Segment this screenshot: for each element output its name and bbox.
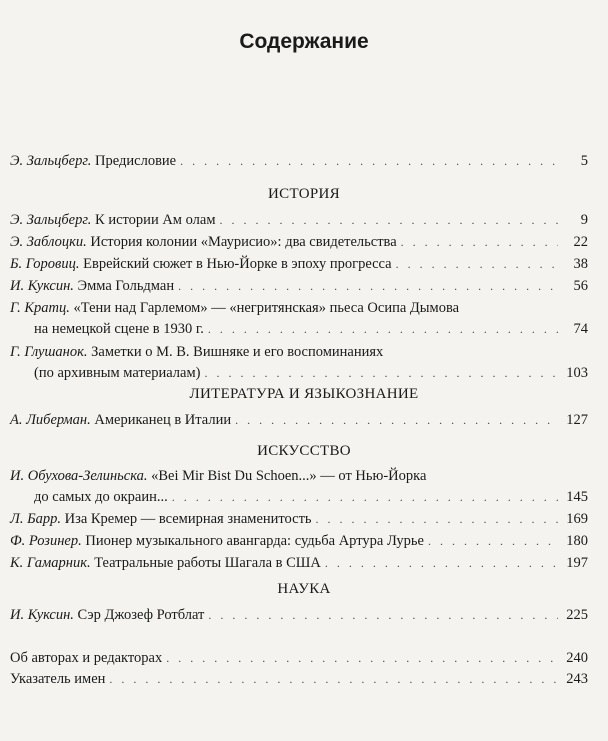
toc-entry[interactable]	[10, 531, 588, 552]
entry-author: Л. Барр.	[10, 511, 61, 527]
leader-dots	[235, 410, 558, 431]
leader-dots	[208, 605, 558, 626]
leader-dots	[428, 531, 558, 552]
entry-page: 38	[573, 256, 588, 272]
leader-dots	[208, 319, 558, 340]
toc-entry[interactable]	[10, 342, 588, 384]
entry-title: Об авторах и редакторах	[10, 650, 163, 666]
entry-author: Э. Зальцберг.	[10, 212, 92, 228]
entry-author: Э. Зальцберг.	[10, 153, 92, 169]
entry-page: 74	[573, 321, 588, 337]
toc-entry[interactable]	[10, 210, 588, 231]
entry-author: Г. Глушанок.	[10, 344, 88, 360]
section-heading-history: ИСТОРИЯ	[268, 186, 340, 202]
toc-entry[interactable]	[10, 298, 588, 340]
entry-page: 225	[566, 607, 588, 623]
entry-author: И. Куксин.	[10, 607, 74, 623]
entry-page: 127	[566, 412, 588, 428]
entry-title: Иза Кремер — всемирная знаменитость	[61, 511, 312, 527]
leader-dots	[396, 254, 558, 275]
entry-title-continued: (по архивным материалам)	[34, 365, 201, 381]
entry-page: 145	[566, 489, 588, 505]
leader-dots	[220, 210, 558, 231]
entry-title: Предисловие	[91, 153, 177, 169]
entry-author: Б. Горовиц.	[10, 256, 80, 272]
section-heading-art: ИСКУССТВО	[257, 443, 351, 459]
entry-title: Американец в Италии	[90, 412, 232, 428]
entry-page: 180	[566, 533, 588, 549]
toc-entry[interactable]	[10, 509, 588, 530]
entry-page: 22	[573, 234, 588, 250]
entry-title: Еврейский сюжет в Нью-Йорке в эпоху прогресса	[79, 256, 392, 272]
leader-dots	[178, 276, 558, 297]
toc-entry[interactable]	[10, 276, 588, 297]
leader-dots	[172, 487, 558, 508]
toc-entry[interactable]	[10, 648, 588, 669]
section-heading-science: НАУКА	[277, 581, 331, 597]
leader-dots	[166, 648, 558, 669]
entry-author: Э. Заблоцки.	[10, 234, 87, 250]
leader-dots	[401, 232, 558, 253]
toc-entry[interactable]	[10, 410, 588, 431]
leader-dots	[316, 509, 558, 530]
entry-page: 103	[566, 365, 588, 381]
entry-page: 9	[580, 212, 588, 228]
entry-author: Г. Кратц.	[10, 300, 70, 316]
entry-title: Эмма Гольдман	[73, 278, 175, 294]
entry-page: 169	[566, 511, 588, 527]
entry-author: Ф. Розинер.	[10, 533, 82, 549]
entry-page: 240	[566, 650, 588, 666]
entry-title-continued: до самых до окраин...	[34, 489, 168, 505]
toc-entry[interactable]	[10, 466, 588, 508]
entry-author: И. Куксин.	[10, 278, 74, 294]
toc-entry[interactable]	[10, 605, 588, 626]
toc-entry[interactable]	[10, 669, 588, 690]
entry-page: 197	[566, 555, 588, 571]
entry-author: А. Либерман.	[10, 412, 91, 428]
leader-dots	[325, 553, 558, 574]
entry-page: 56	[573, 278, 588, 294]
entry-title: Театральные работы Шагала в США	[90, 555, 321, 571]
entry-author: К. Гамарник.	[10, 555, 91, 571]
entry-page: 243	[566, 671, 588, 687]
leader-dots	[204, 363, 558, 384]
toc-entry[interactable]	[10, 151, 588, 172]
toc-entry[interactable]	[10, 553, 588, 574]
entry-title: Пионер музыкального авангарда: судьба Артура Лурье	[81, 533, 424, 549]
toc-entry[interactable]	[10, 232, 588, 253]
entry-title: Указатель имен	[10, 671, 106, 687]
entry-title: История колонии «Маурисио»: два свидетельства	[86, 234, 397, 250]
entry-title: Сэр Джозеф Ротблат	[73, 607, 205, 623]
entry-title: «Bei Mir Bist Du Schoen...» — от Нью-Йорка	[147, 468, 427, 484]
leader-dots	[109, 669, 558, 690]
toc-entry[interactable]	[10, 254, 588, 275]
entry-title: К истории Ам олам	[91, 212, 216, 228]
leader-dots	[180, 151, 558, 172]
entry-title: «Тени над Гарлемом» — «негритянская» пьеса Осипа Дымова	[69, 300, 460, 316]
entry-title: Заметки о М. В. Вишняке и его воспоминаниях	[87, 344, 384, 360]
section-heading-literature: ЛИТЕРАТУРА И ЯЗЫКОЗНАНИЕ	[189, 386, 419, 402]
page-title: Содержание	[239, 30, 369, 53]
entry-title-continued: на немецкой сцене в 1930 г.	[34, 321, 204, 337]
entry-page: 5	[580, 153, 588, 169]
entry-author: И. Обухова-Зелиньска.	[10, 468, 148, 484]
